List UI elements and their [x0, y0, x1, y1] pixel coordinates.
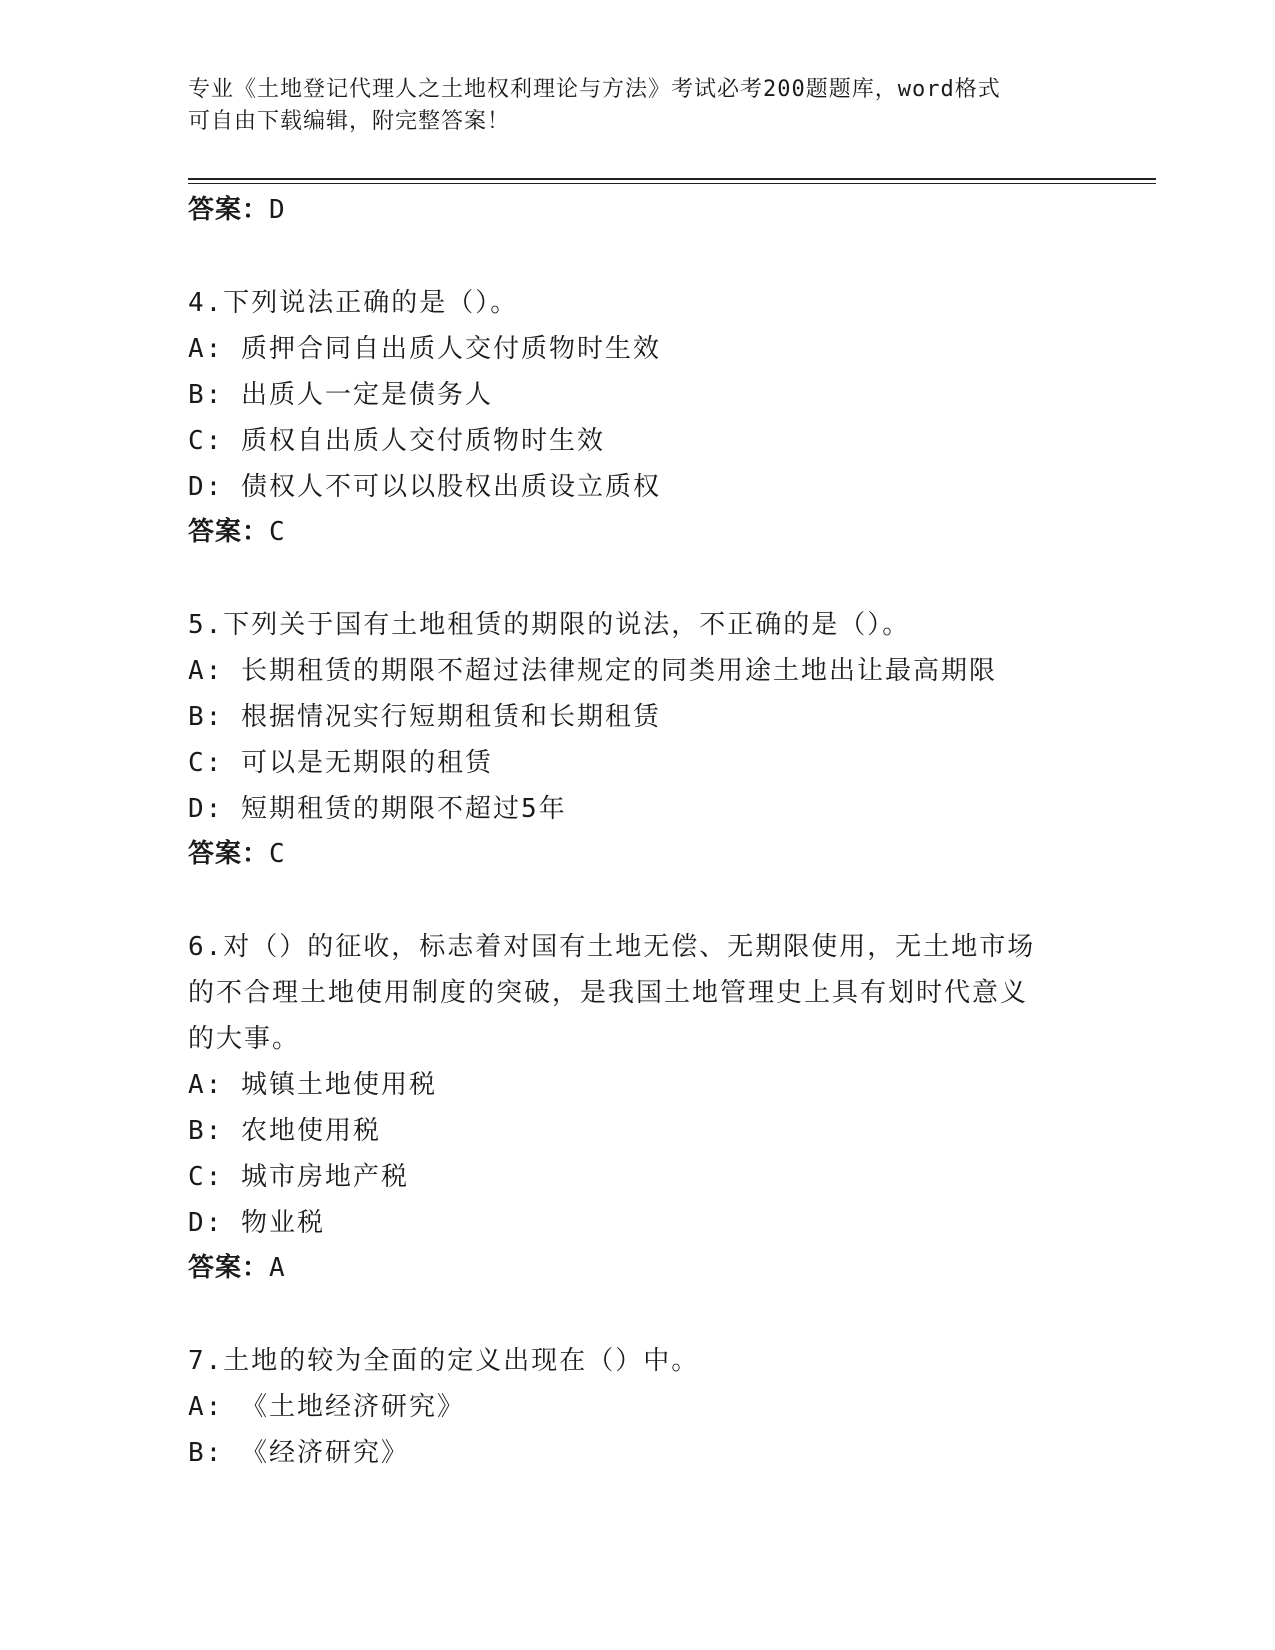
answer-value: D	[269, 195, 286, 225]
header-line-1: 专业《土地登记代理人之土地权利理论与方法》考试必考200题题库，word格式	[188, 77, 1001, 102]
option-b: B: 农地使用税	[188, 1116, 381, 1146]
option-c: C: 质权自出质人交付质物时生效	[188, 426, 605, 456]
question-stem: 4.下列说法正确的是（）。	[188, 288, 519, 318]
answer-label: 答案：	[188, 1253, 270, 1283]
question-stem-line: 6.对（）的征收，标志着对国有土地无偿、无期限使用，无土地市场	[188, 932, 1036, 962]
option-b: B: 《经济研究》	[188, 1438, 409, 1468]
spacer	[188, 876, 1088, 924]
option-a: A: 城镇土地使用税	[188, 1070, 437, 1100]
question-block	[188, 280, 1088, 554]
question-stem-line: 的大事。	[188, 1024, 301, 1054]
question-block	[188, 1338, 1088, 1476]
option-c: C: 城市房地产税	[188, 1162, 409, 1192]
answer-line	[188, 510, 1088, 554]
option-d: D: 短期租赁的期限不超过5年	[188, 794, 567, 824]
spacer	[188, 554, 1088, 602]
answer-value: C	[269, 839, 286, 869]
option-a: A: 长期租赁的期限不超过法律规定的同类用途土地出让最高期限	[188, 656, 997, 686]
answer-line	[188, 188, 1088, 232]
option-a: A: 质押合同自出质人交付质物时生效	[188, 334, 661, 364]
header-divider	[188, 178, 1156, 184]
answer-line	[188, 1246, 1088, 1290]
question-stem-line: 的不合理土地使用制度的突破，是我国土地管理史上具有划时代意义	[188, 978, 1029, 1008]
question-list	[188, 188, 1088, 1476]
option-c: C: 可以是无期限的租赁	[188, 748, 493, 778]
question-stem: 5.下列关于国有土地租赁的期限的说法，不正确的是（）。	[188, 610, 911, 640]
answer-label: 答案：	[188, 195, 270, 225]
option-b: B: 出质人一定是债务人	[188, 380, 493, 410]
option-d: D: 物业税	[188, 1208, 325, 1238]
answer-value: C	[269, 517, 286, 547]
spacer	[188, 232, 1088, 280]
option-b: B: 根据情况实行短期租赁和长期租赁	[188, 702, 661, 732]
answer-label: 答案：	[188, 839, 270, 869]
answer-value: A	[269, 1253, 286, 1283]
answer-line	[188, 832, 1088, 876]
spacer	[188, 1290, 1088, 1338]
question-stem: 7.土地的较为全面的定义出现在（）中。	[188, 1346, 700, 1376]
option-d: D: 债权人不可以以股权出质设立质权	[188, 472, 661, 502]
question-block	[188, 924, 1088, 1290]
question-block	[188, 602, 1088, 876]
page-header	[188, 74, 1088, 138]
option-a: A: 《土地经济研究》	[188, 1392, 465, 1422]
header-line-2: 可自由下载编辑，附完整答案！	[188, 109, 511, 134]
answer-label: 答案：	[188, 517, 270, 547]
